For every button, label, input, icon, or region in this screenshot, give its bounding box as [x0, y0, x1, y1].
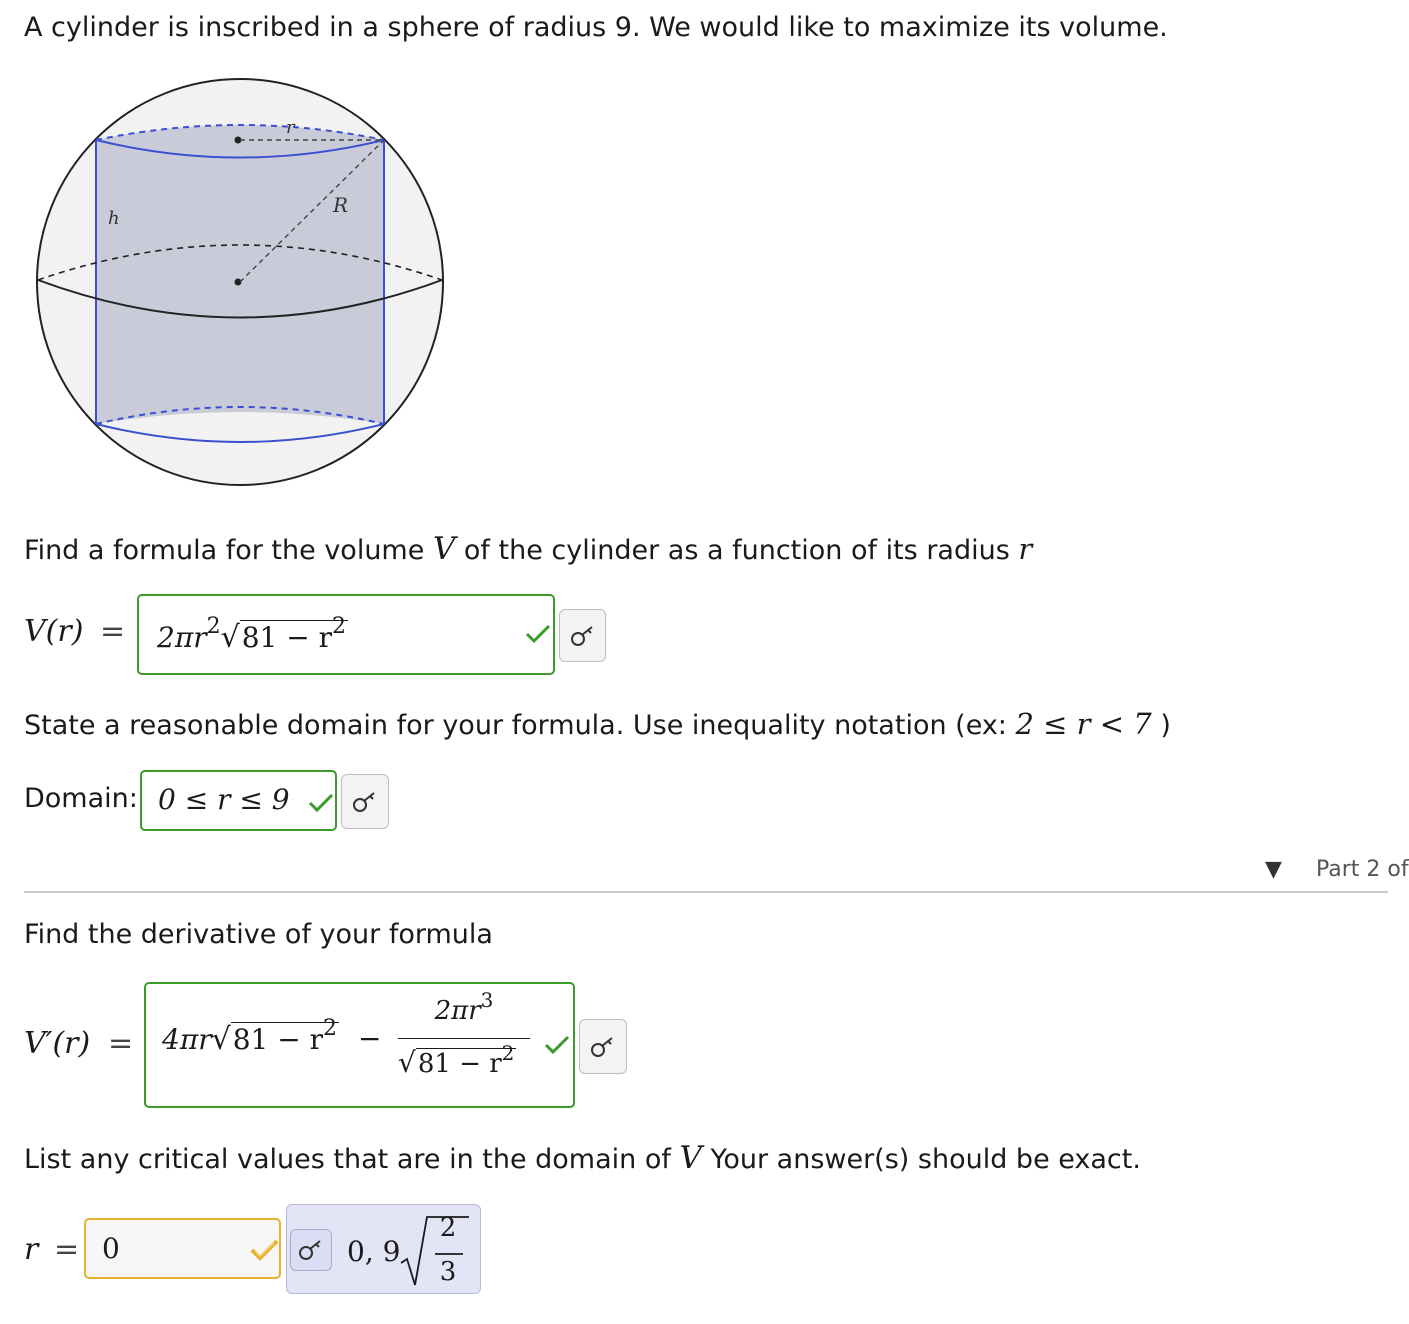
label-r: r: [286, 117, 295, 138]
vprime-label: V′(r): [24, 1026, 91, 1061]
fraction-bar: [398, 1038, 530, 1039]
derivative-minus: −: [358, 1022, 382, 1055]
key-icon: [570, 625, 596, 647]
correct-answer-panel[interactable]: [286, 1204, 481, 1294]
question-volume-formula: [24, 531, 1032, 567]
domain-answer: 0 ≤ r ≤ 9: [158, 783, 290, 816]
q4-prefix: List any critical values that are in the domain of: [24, 1144, 680, 1175]
key-icon: [590, 1036, 616, 1058]
question-domain: [24, 707, 1171, 741]
q2-suffix: ): [1151, 710, 1171, 741]
q1-prefix: Find a formula for the volume: [24, 535, 433, 566]
critical-values-answer: 0: [102, 1232, 120, 1265]
v-radicand: $81 - r^2$: [241, 614, 347, 654]
key-button-volume[interactable]: [559, 609, 606, 662]
problem-intro: A cylinder is inscribed in a sphere of radius 9. We would like to maximize its volume.: [24, 12, 1168, 43]
r-label: r: [24, 1232, 39, 1267]
part2-title[interactable]: Part 2 of: [1316, 857, 1409, 882]
label-R: R: [333, 193, 349, 217]
critical-values-answer-field[interactable]: [84, 1218, 281, 1279]
q2-example: 2 ≤ r < 7: [1015, 707, 1152, 741]
vprime-equals: =: [108, 1026, 134, 1061]
correct-answer-den: 3: [439, 1257, 457, 1287]
volume-answer-field[interactable]: [137, 594, 555, 675]
question-critical-values: [24, 1140, 1141, 1176]
domain-answer-field[interactable]: [140, 770, 337, 831]
check-icon: [308, 792, 334, 814]
derivative-answer-field[interactable]: [144, 982, 575, 1108]
part-divider: [24, 891, 1388, 893]
sqrt-symbol: √: [211, 1022, 231, 1057]
derivative-numerator: $2\pi r^3$: [434, 988, 494, 1026]
correct-answer-num: 2: [439, 1213, 457, 1243]
volume-answer-expression: [157, 614, 348, 655]
triangle-down-icon[interactable]: ▼: [1265, 857, 1282, 882]
v-label: V(r): [24, 614, 84, 649]
r-equals: =: [54, 1232, 80, 1267]
v-exp: 2: [206, 614, 221, 639]
label-h: h: [108, 208, 120, 229]
q1-var-V: V: [432, 531, 456, 567]
v-coef: 2πr: [157, 621, 207, 654]
sqrt-symbol: √: [220, 620, 240, 655]
key-icon: [298, 1239, 324, 1261]
key-button-derivative[interactable]: [579, 1019, 627, 1074]
key-button-domain[interactable]: [341, 774, 389, 829]
partial-check-icon: [250, 1238, 280, 1262]
v-equals: =: [100, 614, 126, 649]
key-button-critical[interactable]: [290, 1229, 332, 1271]
q4-var: V: [679, 1140, 702, 1176]
derivative-denominator: $√81 - r^2$: [398, 1041, 515, 1079]
key-icon: [352, 791, 378, 813]
check-icon: [525, 623, 551, 645]
question-derivative: Find the derivative of your formula: [24, 919, 493, 950]
q1-var-r: r: [1018, 532, 1033, 566]
correct-answer-prefix: 0, 9: [347, 1235, 401, 1268]
q4-suffix: Your answer(s) should be exact.: [701, 1144, 1141, 1175]
domain-label: Domain:: [24, 783, 138, 814]
sphere-cylinder-figure: [30, 70, 450, 495]
q1-mid: of the cylinder as a function of its radius: [455, 535, 1019, 566]
derivative-term1: $4\pi r√81 - r^2$: [162, 1016, 338, 1057]
q2-prefix: State a reasonable domain for your formula. Use inequality notation (ex:: [24, 710, 1016, 741]
check-icon: [544, 1034, 570, 1056]
sqrt-fraction-symbol: [399, 1213, 471, 1291]
